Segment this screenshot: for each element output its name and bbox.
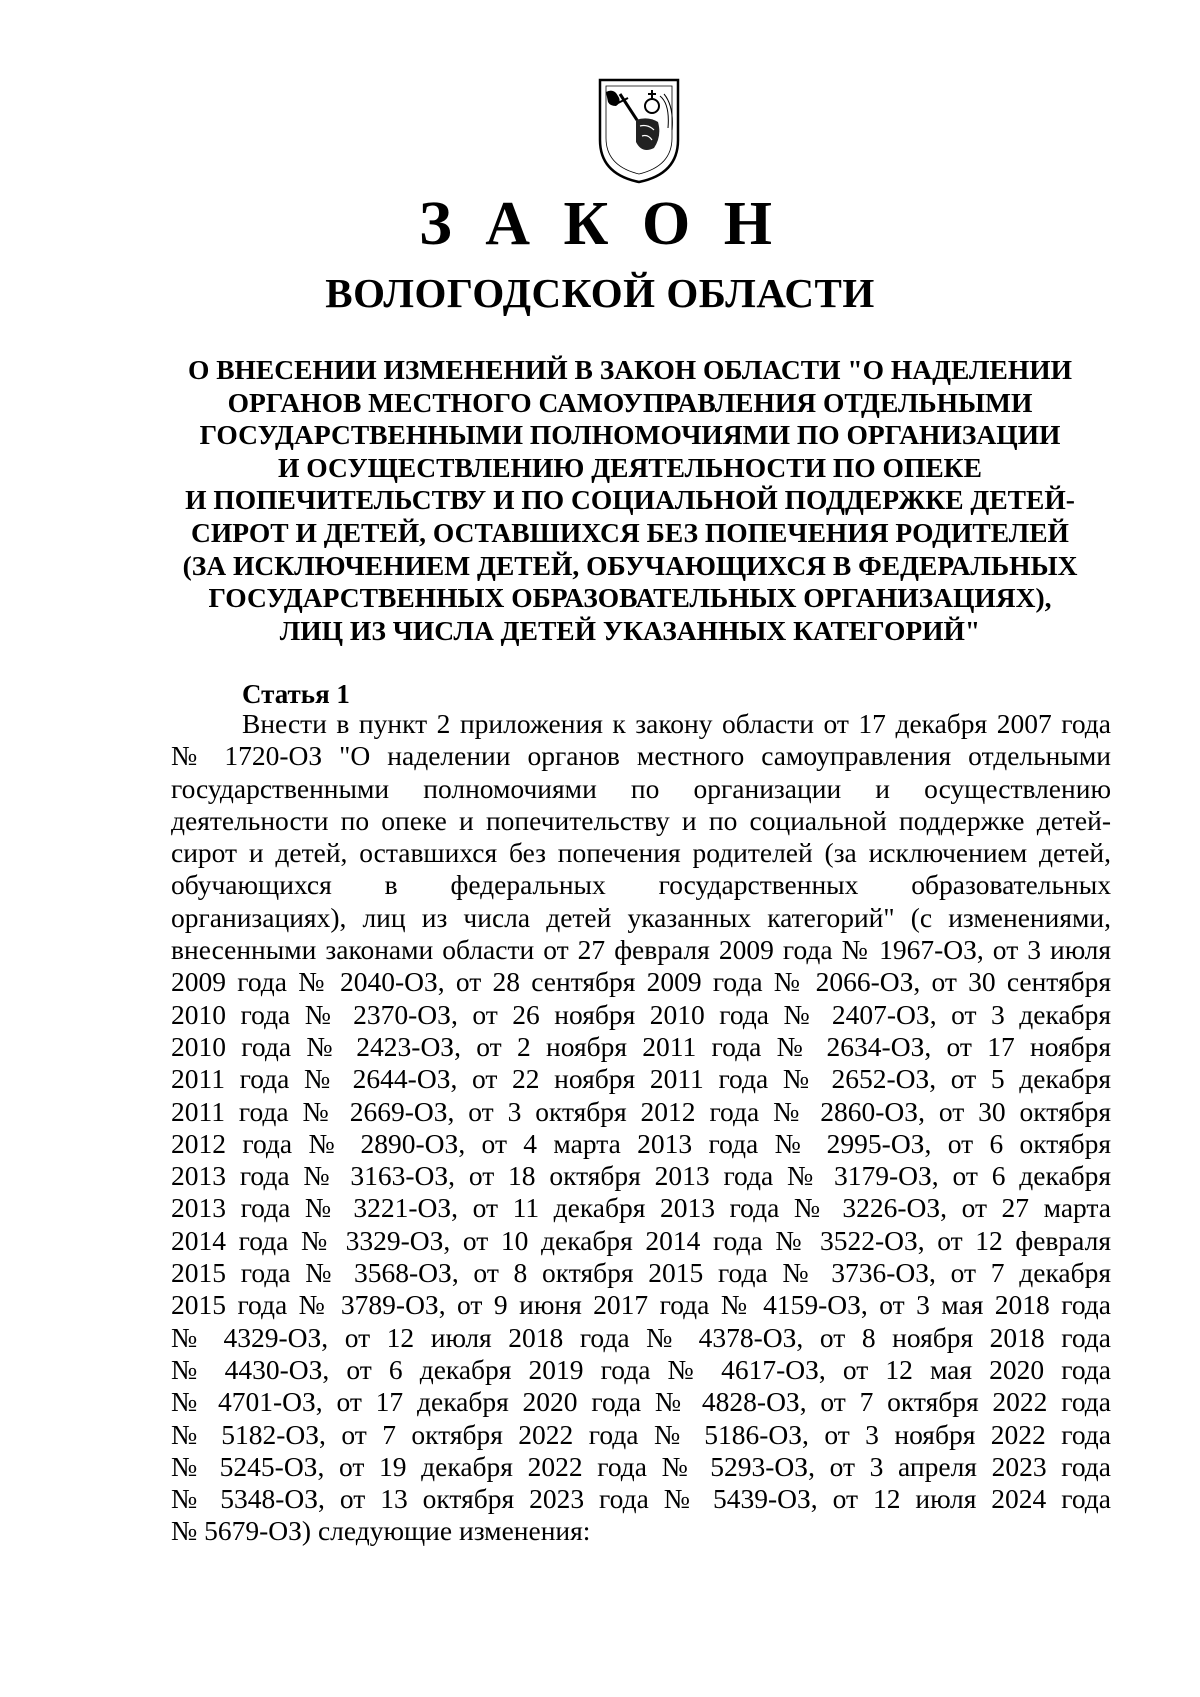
article-line: № 4329-ОЗ, от 12 июля 2018 года № 4378-ОЗ, от 8 ноября 2018 года (171, 1321, 1111, 1353)
article-line: деятельности по опеке и попечительству и по социальной поддержке детей- (171, 804, 1111, 836)
article-line: 2009 года № 2040-ОЗ, от 28 сентября 2009 года № 2066-ОЗ, от 30 сентября (171, 966, 1111, 998)
article-line: 2011 года № 2644-ОЗ, от 22 ноября 2011 года № 2652-ОЗ, от 5 декабря (171, 1063, 1111, 1095)
article-line: № 4430-ОЗ, от 6 декабря 2019 года № 4617-ОЗ, от 12 мая 2020 года (171, 1353, 1111, 1385)
article-line: Внести в пункт 2 приложения к закону области от 17 декабря 2007 года (242, 708, 1111, 739)
article-line: 2010 года № 2370-ОЗ, от 26 ноября 2010 года № 2407-ОЗ, от 3 декабря (171, 998, 1111, 1030)
law-region: ВОЛОГОДСКОЙ ОБЛАСТИ (325, 270, 875, 316)
article-line: 2015 года № 3568-ОЗ, от 8 октября 2015 года № 3736-ОЗ, от 7 декабря (171, 1257, 1111, 1289)
article-line: № 5245-ОЗ, от 19 декабря 2022 года № 5293-ОЗ, от 3 апреля 2023 года (171, 1450, 1111, 1482)
article-line: № 4701-ОЗ, от 17 декабря 2020 года № 4828-ОЗ, от 7 октября 2022 года (171, 1386, 1111, 1418)
heading-line: ГОСУДАРСТВЕННЫХ ОБРАЗОВАТЕЛЬНЫХ ОРГАНИЗАЦИЯХ), (208, 582, 1052, 614)
article-line: № 5348-ОЗ, от 13 октября 2023 года № 5439-ОЗ, от 12 июля 2024 года (171, 1483, 1111, 1515)
article-line: 2015 года № 3789-ОЗ, от 9 июня 2017 года № 4159-ОЗ, от 3 мая 2018 года (171, 1289, 1111, 1321)
heading-line: ОРГАНОВ МЕСТНОГО САМОУПРАВЛЕНИЯ ОТДЕЛЬНЫМИ (227, 386, 1033, 418)
article-line: государственными полномочиями по организации и осуществлению (171, 772, 1111, 804)
article-line: 2012 года № 2890-ОЗ, от 4 марта 2013 года № 2995-ОЗ, от 6 октября (171, 1127, 1111, 1159)
article-line: 2010 года № 2423-ОЗ, от 2 ноября 2011 года № 2634-ОЗ, от 17 ноября (171, 1030, 1111, 1062)
heading-line: (ЗА ИСКЛЮЧЕНИЕМ ДЕТЕЙ, ОБУЧАЮЩИХСЯ В ФЕДЕРАЛЬНЫХ (182, 549, 1078, 581)
article-line: сирот и детей, оставшихся без попечения родителей (за исключением детей, (171, 837, 1111, 869)
heading-line: СИРОТ И ДЕТЕЙ, ОСТАВШИХСЯ БЕЗ ПОПЕЧЕНИЯ РОДИТЕЛЕЙ (191, 516, 1069, 548)
article-line: № 1720-ОЗ "О наделении органов местного самоуправления отдельными (171, 740, 1111, 772)
article-line: обучающихся в федеральных государственных образовательных (171, 869, 1111, 901)
law-title: З А К О Н (419, 190, 781, 258)
heading-line: ЛИЦ ИЗ ЧИСЛА ДЕТЕЙ УКАЗАННЫХ КАТЕГОРИЙ" (279, 614, 981, 646)
article-line: внесенными законами области от 27 февраля 2009 года № 1967-ОЗ, от 3 июля (171, 934, 1111, 966)
heading-line: ГОСУДАРСТВЕННЫМИ ПОЛНОМОЧИЯМИ ПО ОРГАНИЗАЦИИ (199, 419, 1061, 451)
article-line: организациях), лиц из числа детей указанных категорий" (с изменениями, (171, 901, 1111, 933)
law-heading (150, 354, 1110, 647)
heading-line: И ПОПЕЧИТЕЛЬСТВУ И ПО СОЦИАЛЬНОЙ ПОДДЕРЖКЕ ДЕТЕЙ- (185, 484, 1075, 516)
coat-of-arms-icon (596, 76, 682, 184)
heading-line: О ВНЕСЕНИИ ИЗМЕНЕНИЙ В ЗАКОН ОБЛАСТИ "О НАДЕЛЕНИИ (187, 354, 1073, 385)
article-line: 2013 года № 3221-ОЗ, от 11 декабря 2013 года № 3226-ОЗ, от 27 марта (171, 1192, 1111, 1224)
article-line: 2014 года № 3329-ОЗ, от 10 декабря 2014 года № 3522-ОЗ, от 12 февраля (171, 1224, 1111, 1256)
article-line: 2011 года № 2669-ОЗ, от 3 октября 2012 года № 2860-ОЗ, от 30 октября (171, 1095, 1111, 1127)
article-title: Статья 1 (242, 679, 350, 709)
article-line: № 5182-ОЗ, от 7 октября 2022 года № 5186-ОЗ, от 3 ноября 2022 года (171, 1418, 1111, 1450)
article-line: № 5679-ОЗ) следующие изменения: (171, 1515, 591, 1547)
article-line: 2013 года № 3163-ОЗ, от 18 октября 2013 года № 3179-ОЗ, от 6 декабря (171, 1160, 1111, 1192)
article-body (171, 708, 1111, 1548)
heading-line: И ОСУЩЕСТВЛЕНИЮ ДЕЯТЕЛЬНОСТИ ПО ОПЕКЕ (278, 451, 982, 483)
